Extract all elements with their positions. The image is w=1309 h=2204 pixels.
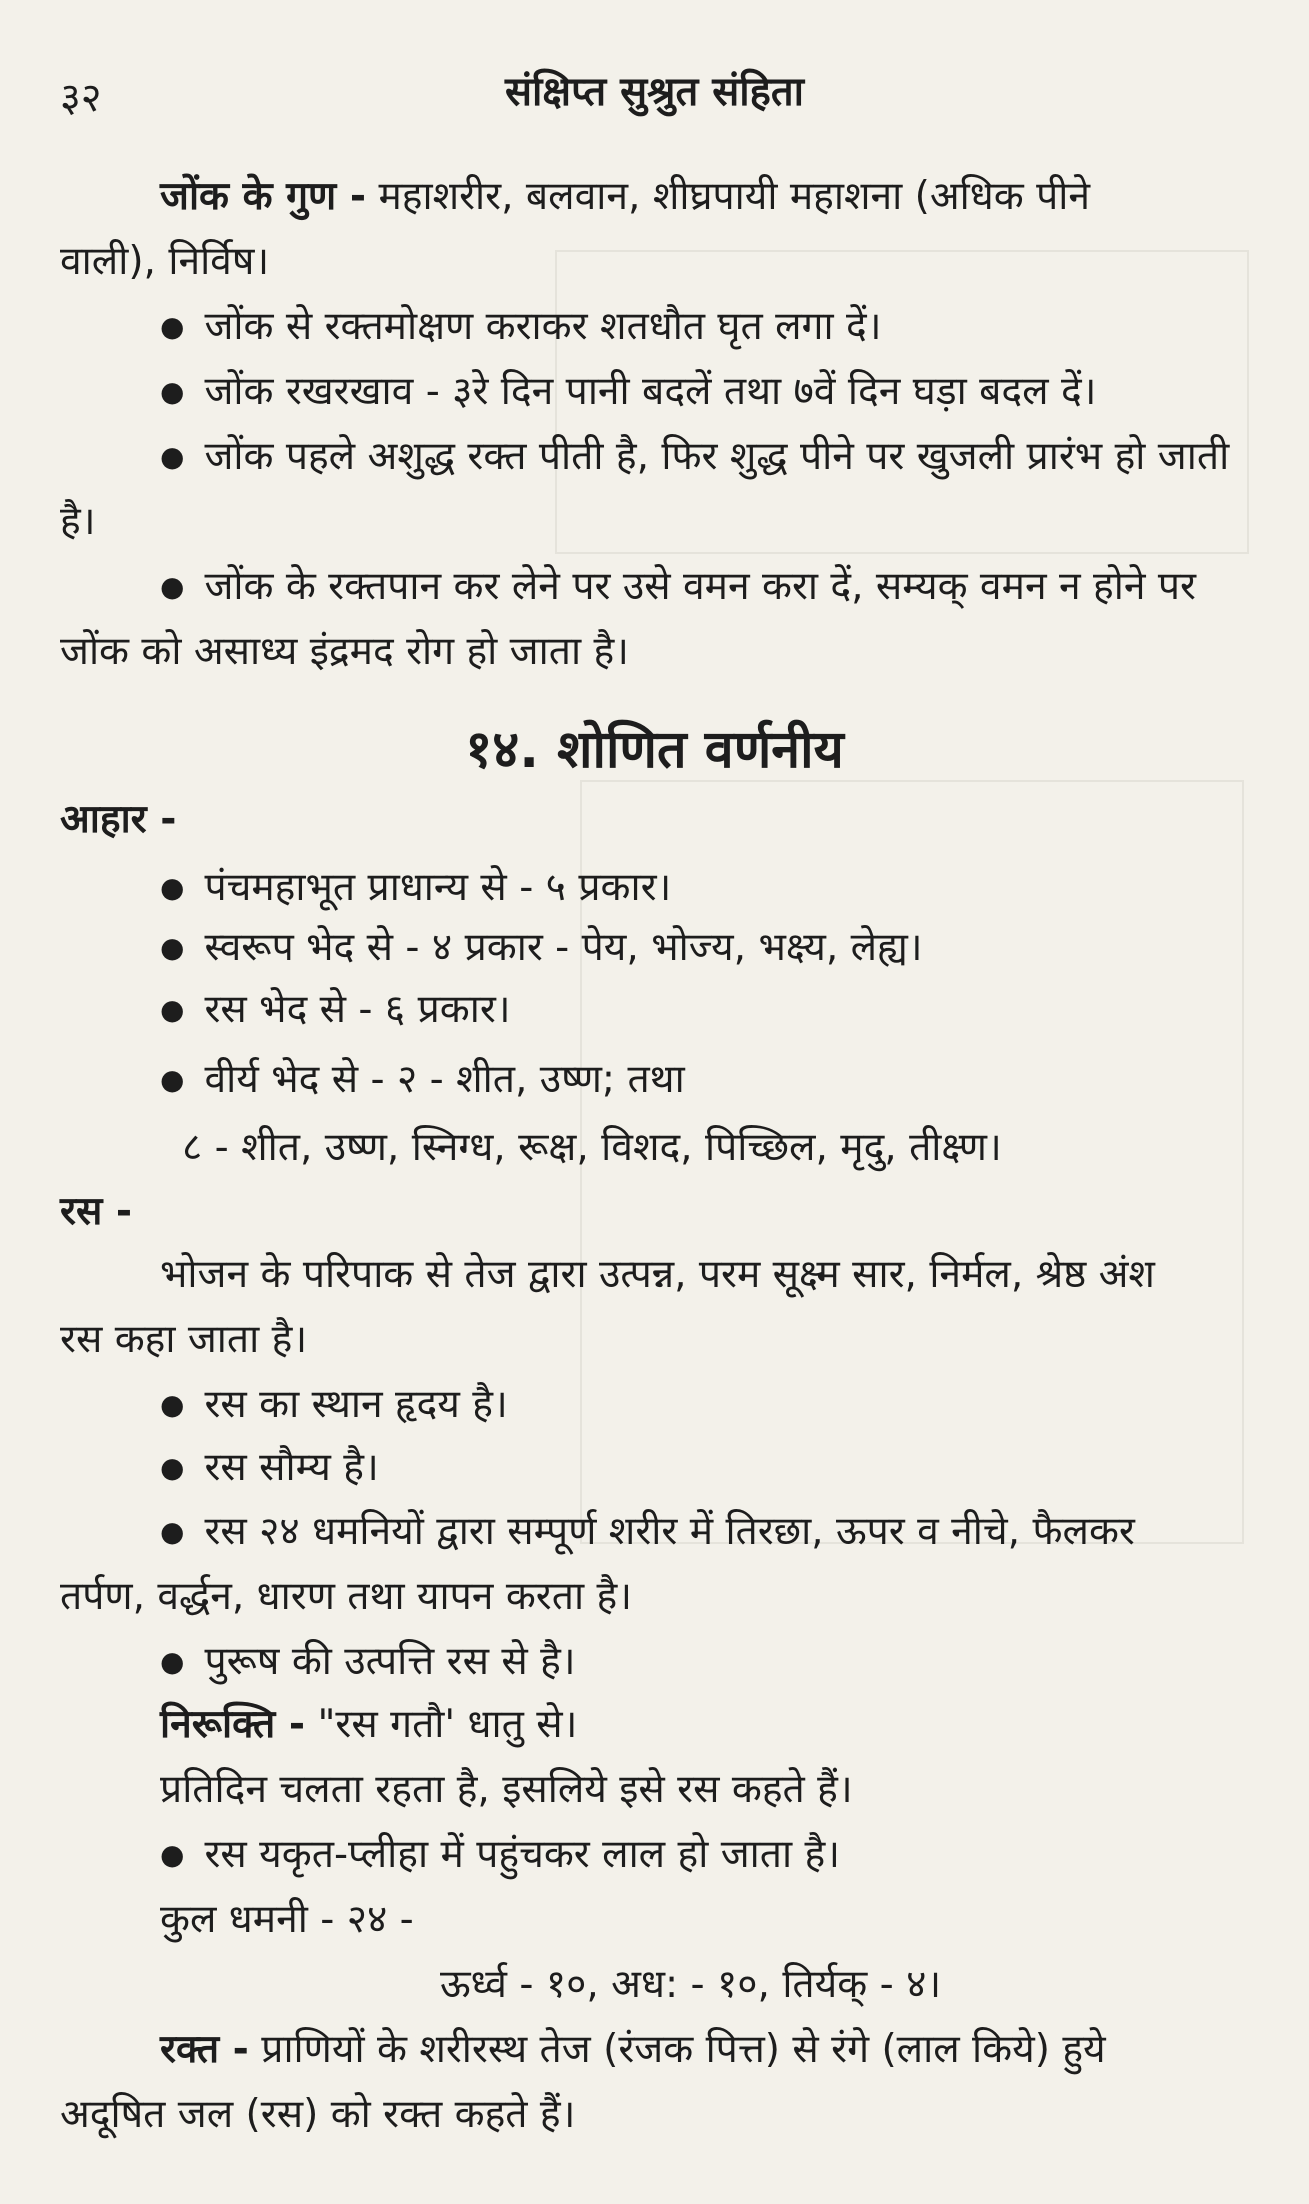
- ras-bullet-5: ● रस यकृत-प्लीहा में पहुंचकर लाल हो जाता है।: [160, 1832, 840, 1877]
- bullet-icon: ●: [160, 931, 185, 964]
- ras-bullet-2: ● रस सौम्य है।: [160, 1445, 379, 1490]
- jonk-bullet-4-cont: जोंक को असाध्य इंद्रमद रोग हो जाता है।: [60, 629, 629, 674]
- jonk-bullet-1: ● जोंक से रक्तमोक्षण कराकर शतधौत घृत लगा दें।: [160, 304, 882, 349]
- nirukti: [160, 1702, 578, 1747]
- bullet-icon: ●: [160, 570, 185, 603]
- jonk-bullet-3: ● जोंक पहले अशुद्ध रक्त पीती है, फिर शुद्ध पीने पर खुजली प्रारंभ हो जाती: [160, 434, 1230, 479]
- jonk-heading: जोंक के गुण -: [160, 174, 367, 219]
- rakta-definition-cont: अदूषित जल (रस) को रक्त कहते हैं।: [60, 2092, 576, 2137]
- section-heading: १४. शोणित वर्णनीय: [465, 720, 844, 780]
- nirukti-text: "रस गतौ' धातु से।: [317, 1702, 578, 1747]
- ahar-bullet-4-cont: ८ - शीत, उष्ण, स्निग्ध, रूक्ष, विशद, पिच्छिल, मृदु, तीक्ष्ण।: [182, 1125, 1002, 1170]
- bullet-icon: ●: [160, 1838, 185, 1871]
- ras-bullet-3-cont: तर्पण, वर्द्धन, धारण तथा यापन करता है।: [60, 1574, 632, 1619]
- bullet-icon: ●: [160, 1515, 185, 1548]
- jonk-intro-cont: वाली), निर्विष।: [60, 239, 270, 284]
- ahar-bullet-4: ● वीर्य भेद से - २ - शीत, उष्ण; तथा: [160, 1057, 685, 1102]
- bullet-icon: ●: [160, 1063, 185, 1096]
- jonk-bullet-3-cont: है।: [60, 499, 96, 544]
- ahar-bullet-3: ● रस भेद से - ६ प्रकार।: [160, 987, 511, 1032]
- bullet-icon: ●: [160, 310, 185, 343]
- ras-heading: रस -: [60, 1189, 133, 1234]
- bullet-icon: ●: [160, 1388, 185, 1421]
- jonk-bullet-2: ● जोंक रखरखाव - ३रे दिन पानी बदलें तथा ७वें दिन घड़ा बदल दें।: [160, 369, 1097, 414]
- rakta-text: प्राणियों के शरीरस्थ तेज (रंजक पित्त) से रंगे (लाल किये) हुये: [261, 2027, 1106, 2072]
- ras-bullet-1: ● रस का स्थान हृदय है।: [160, 1382, 508, 1427]
- bullet-icon: ●: [160, 993, 185, 1026]
- jonk-intro: [160, 174, 1091, 219]
- rakta-label: रक्त -: [160, 2027, 249, 2072]
- bullet-icon: ●: [160, 440, 185, 473]
- page-number: ३२: [60, 75, 102, 121]
- ahar-heading: आहार -: [60, 797, 177, 842]
- page-title: संक्षिप्त सुश्रुत संहिता: [504, 69, 804, 115]
- bullet-icon: ●: [160, 375, 185, 408]
- bullet-icon: ●: [160, 871, 185, 904]
- nirukti-label: निरूक्ति -: [160, 1702, 306, 1747]
- bullet-icon: ●: [160, 1645, 185, 1678]
- ras-para-1: भोजन के परिपाक से तेज द्वारा उत्पन्न, परम सूक्ष्म सार, निर्मल, श्रेष्ठ अंश: [160, 1252, 1155, 1297]
- ahar-bullet-2: ● स्वरूप भेद से - ४ प्रकार - पेय, भोज्य, भक्ष्य, लेह्य।: [160, 925, 923, 970]
- dhamani-detail: ऊर्ध्व - १०, अध: - १०, तिर्यक् - ४।: [440, 1962, 942, 2007]
- rakta-definition: [160, 2027, 1106, 2072]
- jonk-intro-text: महाशरीर, बलवान, शीघ्रपायी महाशना (अधिक पीने: [378, 174, 1091, 219]
- ahar-bullet-1: ● पंचमहाभूत प्राधान्य से - ५ प्रकार।: [160, 865, 672, 910]
- ras-bullet-4: ● पुरूष की उत्पत्ति रस से है।: [160, 1639, 576, 1684]
- ras-bullet-3: ● रस २४ धमनियों द्वारा सम्पूर्ण शरीर में तिरछा, ऊपर व नीचे, फैलकर: [160, 1509, 1135, 1554]
- bullet-icon: ●: [160, 1451, 185, 1484]
- jonk-bullet-4: ● जोंक के रक्तपान कर लेने पर उसे वमन करा दें, सम्यक् वमन न होने पर: [160, 564, 1196, 609]
- ras-para-1-cont: रस कहा जाता है।: [60, 1317, 308, 1362]
- dhamani-total: कुल धमनी - २४ -: [160, 1897, 414, 1942]
- ras-daily: प्रतिदिन चलता रहता है, इसलिये इसे रस कहते हैं।: [160, 1767, 853, 1812]
